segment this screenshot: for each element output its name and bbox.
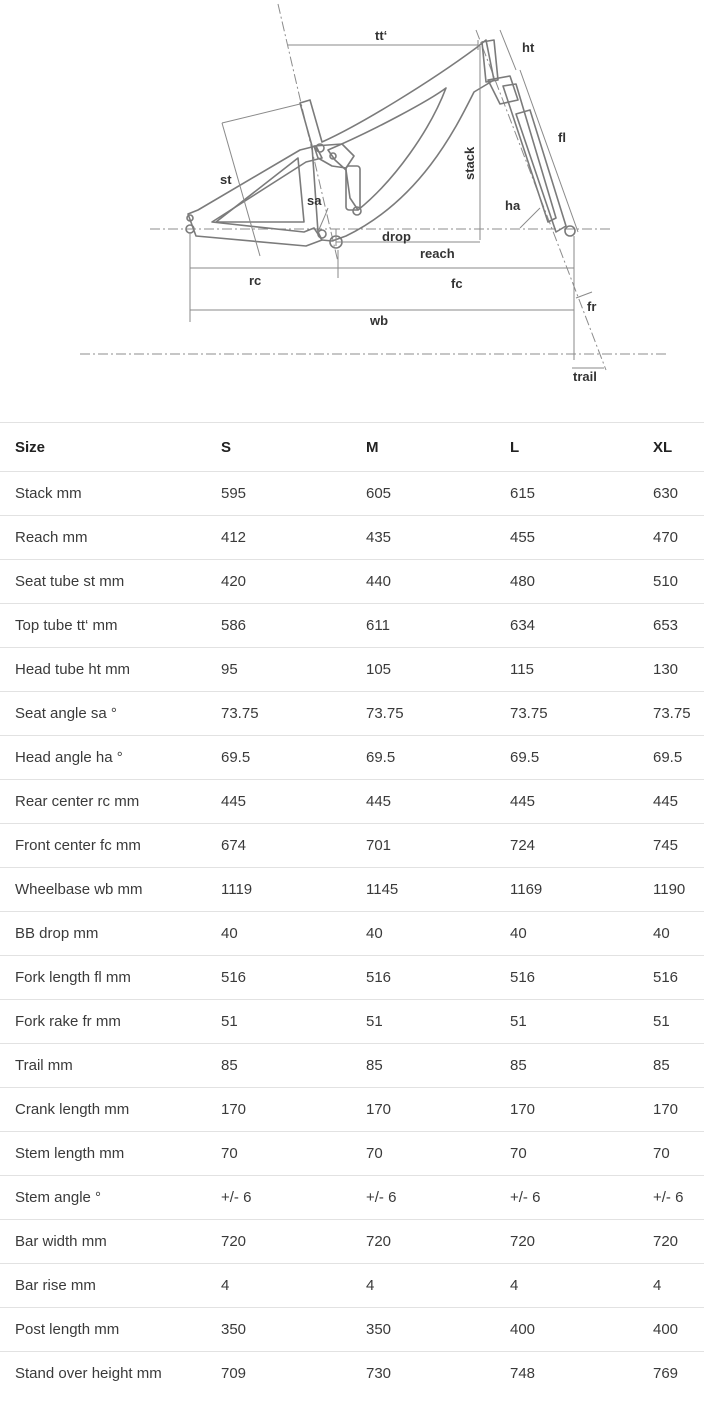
geometry-drawing — [0, 0, 704, 400]
table-row — [0, 516, 704, 560]
table-cell: 70 — [510, 1132, 653, 1176]
label-drop: drop — [382, 229, 411, 244]
table-row — [0, 1352, 704, 1396]
table-cell: 85 — [221, 1044, 366, 1088]
table-cell: 455 — [510, 516, 653, 560]
table-row — [0, 1000, 704, 1044]
table-row — [0, 868, 704, 912]
table-cell: 85 — [366, 1044, 510, 1088]
table-cell: 720 — [221, 1220, 366, 1264]
table-cell: 615 — [510, 472, 653, 516]
table-row — [0, 692, 704, 736]
header-xl: XL — [653, 423, 704, 472]
row-label: Stem length mm — [0, 1132, 221, 1176]
table-cell: 105 — [366, 648, 510, 692]
table-cell: +/- 6 — [653, 1176, 704, 1220]
table-cell: 709 — [221, 1352, 366, 1396]
table-cell: 170 — [221, 1088, 366, 1132]
table-cell: 73.75 — [653, 692, 704, 736]
row-label: Top tube tt‘ mm — [0, 604, 221, 648]
table-cell: 720 — [653, 1220, 704, 1264]
geometry-table — [0, 422, 704, 1395]
table-cell: 769 — [653, 1352, 704, 1396]
table-cell: 510 — [653, 560, 704, 604]
table-cell: 69.5 — [366, 736, 510, 780]
table-cell: 51 — [221, 1000, 366, 1044]
table-cell: 73.75 — [510, 692, 653, 736]
header-s: S — [221, 423, 366, 472]
row-label: Post length mm — [0, 1308, 221, 1352]
table-cell: 51 — [653, 1000, 704, 1044]
row-label: Fork length fl mm — [0, 956, 221, 1000]
table-cell: 516 — [221, 956, 366, 1000]
table-cell: 70 — [653, 1132, 704, 1176]
row-label: Seat tube st mm — [0, 560, 221, 604]
label-fl: fl — [558, 130, 566, 145]
rear-triangle-inner — [216, 158, 304, 222]
table-header-row — [0, 423, 704, 472]
table-cell: 95 — [221, 648, 366, 692]
table-cell: 412 — [221, 516, 366, 560]
table-cell: 350 — [221, 1308, 366, 1352]
table-cell: 745 — [653, 824, 704, 868]
table-cell: 400 — [510, 1308, 653, 1352]
row-label: Stem angle ° — [0, 1176, 221, 1220]
table-cell: 170 — [510, 1088, 653, 1132]
table-row — [0, 780, 704, 824]
table-cell: 724 — [510, 824, 653, 868]
table-cell: 69.5 — [221, 736, 366, 780]
table-cell: 4 — [221, 1264, 366, 1308]
row-label: Bar rise mm — [0, 1264, 221, 1308]
st-dimension — [222, 123, 260, 256]
table-row — [0, 1088, 704, 1132]
label-fr: fr — [587, 299, 597, 314]
ht-dimension — [500, 30, 516, 70]
table-row — [0, 912, 704, 956]
table-cell: 435 — [366, 516, 510, 560]
table-row — [0, 824, 704, 868]
row-label: Front center fc mm — [0, 824, 221, 868]
row-label: Seat angle sa ° — [0, 692, 221, 736]
label-trail: trail — [573, 369, 597, 384]
table-row — [0, 1264, 704, 1308]
table-cell: 69.5 — [510, 736, 653, 780]
table-row — [0, 560, 704, 604]
table-cell: 653 — [653, 604, 704, 648]
table-cell: 470 — [653, 516, 704, 560]
table-cell: 420 — [221, 560, 366, 604]
table-cell: 445 — [366, 780, 510, 824]
label-wb: wb — [370, 313, 389, 328]
table-row — [0, 736, 704, 780]
table-cell: 400 — [653, 1308, 704, 1352]
ha-angle-arc — [520, 208, 540, 228]
table-cell: 40 — [221, 912, 366, 956]
table-cell: 516 — [366, 956, 510, 1000]
header-l: L — [510, 423, 653, 472]
row-label: Rear center rc mm — [0, 780, 221, 824]
label-fc: fc — [451, 276, 463, 291]
table-cell: 605 — [366, 472, 510, 516]
table-cell: 480 — [510, 560, 653, 604]
row-label: Stand over height mm — [0, 1352, 221, 1396]
table-cell: 634 — [510, 604, 653, 648]
row-label: Bar width mm — [0, 1220, 221, 1264]
table-cell: 1190 — [653, 868, 704, 912]
table-row — [0, 1176, 704, 1220]
row-label: Crank length mm — [0, 1088, 221, 1132]
label-st: st — [220, 172, 232, 187]
table-cell: 85 — [510, 1044, 653, 1088]
table-cell: 445 — [653, 780, 704, 824]
table-cell: 630 — [653, 472, 704, 516]
row-label: Head angle ha ° — [0, 736, 221, 780]
table-cell: 516 — [653, 956, 704, 1000]
sa-angle-arc — [318, 208, 328, 232]
table-cell: 674 — [221, 824, 366, 868]
table-cell: +/- 6 — [221, 1176, 366, 1220]
table-cell: 1145 — [366, 868, 510, 912]
table-cell: 701 — [366, 824, 510, 868]
table-cell: 170 — [653, 1088, 704, 1132]
table-cell: 40 — [510, 912, 653, 956]
row-label: Wheelbase wb mm — [0, 868, 221, 912]
table-cell: 1169 — [510, 868, 653, 912]
label-reach: reach — [420, 246, 455, 261]
fr-dimension — [576, 292, 592, 298]
table-cell: 350 — [366, 1308, 510, 1352]
table-cell: +/- 6 — [510, 1176, 653, 1220]
table-row — [0, 648, 704, 692]
table-cell: 586 — [221, 604, 366, 648]
table-cell: 70 — [221, 1132, 366, 1176]
table-cell: 51 — [366, 1000, 510, 1044]
table-cell: 1119 — [221, 868, 366, 912]
label-sa: sa — [307, 193, 322, 208]
table-cell: 4 — [510, 1264, 653, 1308]
front-triangle — [300, 40, 494, 241]
table-cell: 445 — [221, 780, 366, 824]
table-cell: 720 — [366, 1220, 510, 1264]
table-cell: 85 — [653, 1044, 704, 1088]
table-cell: 516 — [510, 956, 653, 1000]
table-cell: 73.75 — [366, 692, 510, 736]
label-rc: rc — [249, 273, 262, 288]
table-row — [0, 472, 704, 516]
table-cell: 611 — [366, 604, 510, 648]
table-cell: 40 — [653, 912, 704, 956]
table-body — [0, 472, 704, 1396]
st-extension — [222, 104, 300, 123]
table-cell: 595 — [221, 472, 366, 516]
table-row — [0, 956, 704, 1000]
table-row — [0, 1132, 704, 1176]
front-axle — [565, 226, 575, 236]
table-cell: 70 — [366, 1132, 510, 1176]
label-ht: ht — [522, 40, 535, 55]
table-row — [0, 604, 704, 648]
table-cell: 440 — [366, 560, 510, 604]
table-cell: +/- 6 — [366, 1176, 510, 1220]
table-cell: 130 — [653, 648, 704, 692]
table-cell: 115 — [510, 648, 653, 692]
header-m: M — [366, 423, 510, 472]
table-row — [0, 1308, 704, 1352]
table-cell: 445 — [510, 780, 653, 824]
table-row — [0, 1044, 704, 1088]
table-cell: 73.75 — [221, 692, 366, 736]
table-cell: 170 — [366, 1088, 510, 1132]
table-cell: 4 — [366, 1264, 510, 1308]
table-cell: 720 — [510, 1220, 653, 1264]
table-row — [0, 1220, 704, 1264]
header-size: Size — [0, 423, 221, 472]
row-label: Trail mm — [0, 1044, 221, 1088]
row-label: Fork rake fr mm — [0, 1000, 221, 1044]
label-ha: ha — [505, 198, 521, 213]
row-label: Stack mm — [0, 472, 221, 516]
geometry-diagram — [0, 0, 704, 400]
row-label: BB drop mm — [0, 912, 221, 956]
table-cell: 40 — [366, 912, 510, 956]
label-stack: stack — [462, 146, 477, 180]
table-cell: 748 — [510, 1352, 653, 1396]
table-cell: 69.5 — [653, 736, 704, 780]
label-tt: tt‘ — [375, 28, 388, 43]
table-cell: 51 — [510, 1000, 653, 1044]
table-cell: 730 — [366, 1352, 510, 1396]
row-label: Reach mm — [0, 516, 221, 560]
table-cell: 4 — [653, 1264, 704, 1308]
row-label: Head tube ht mm — [0, 648, 221, 692]
